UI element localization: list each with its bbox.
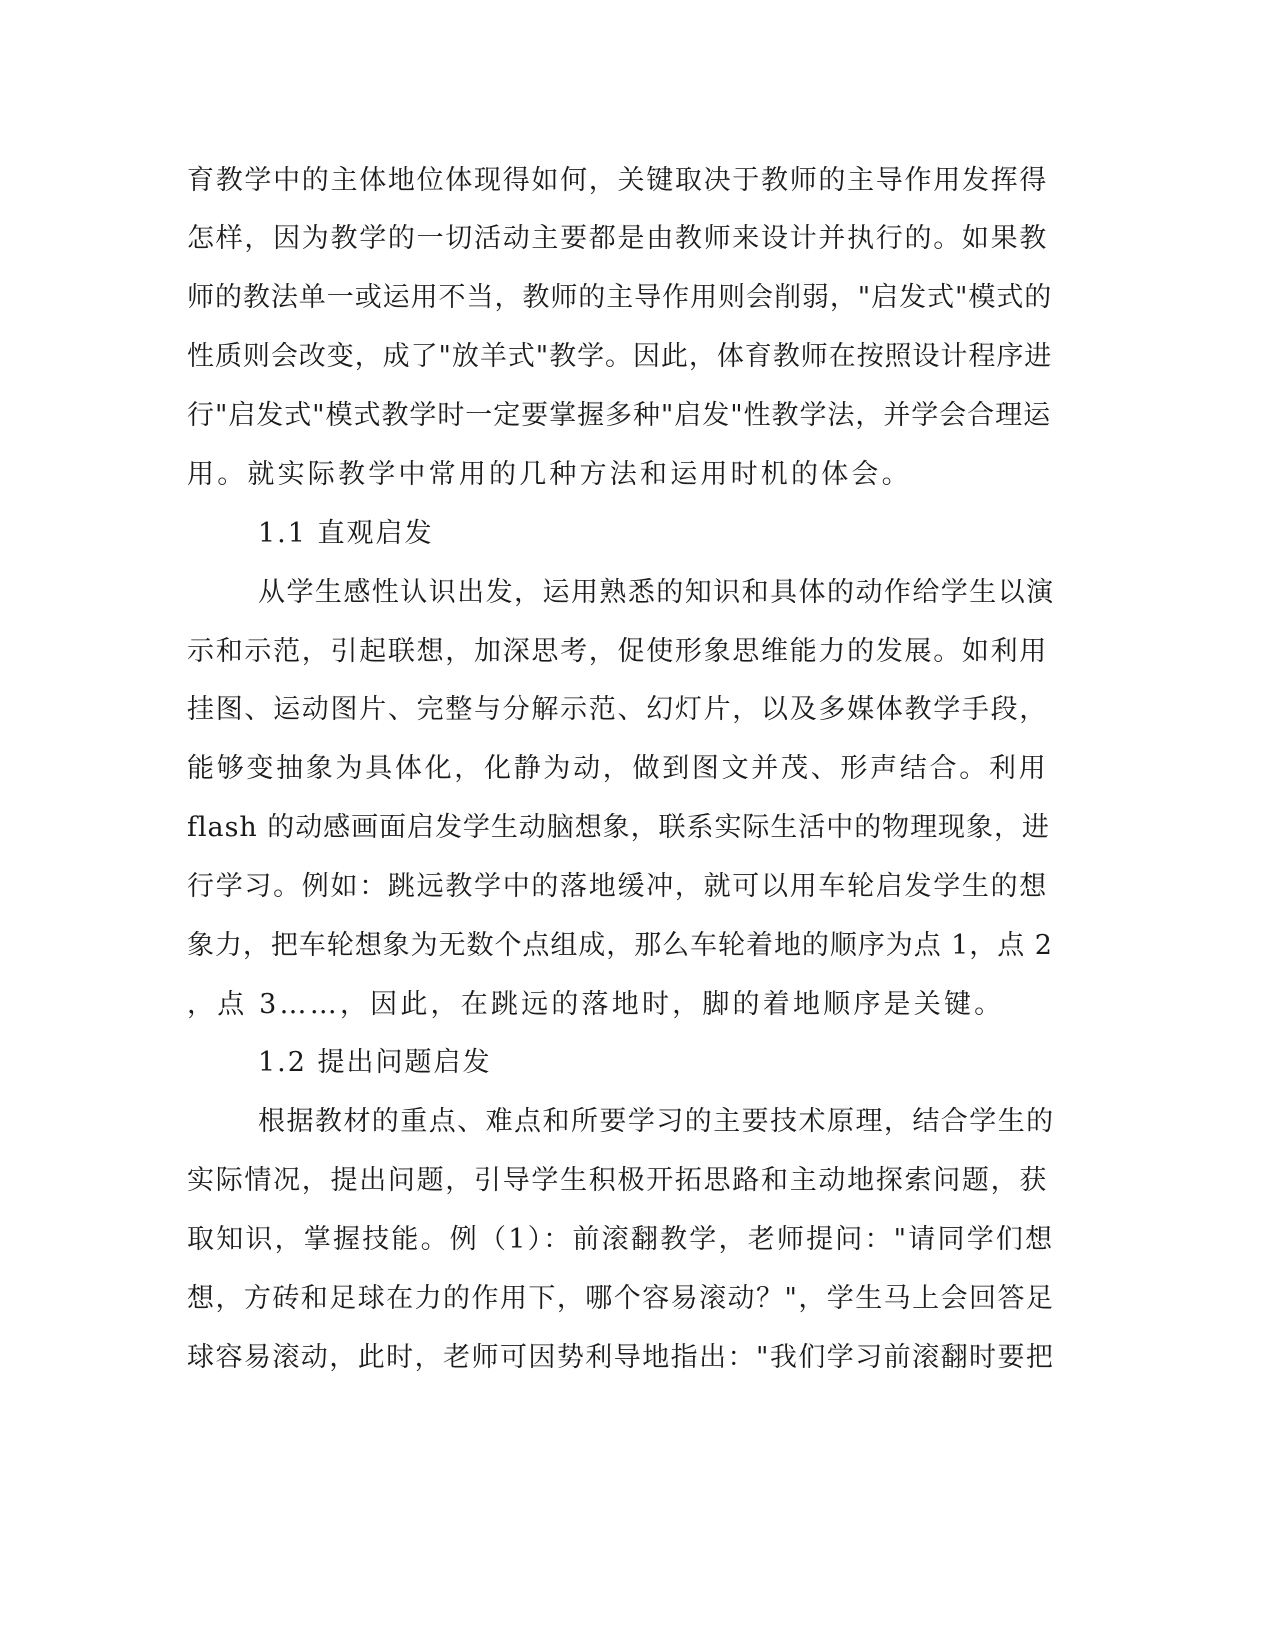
paragraph-3-line-2: 实际情况，提出问题，引导学生积极开拓思路和主动地探索问题，获 — [187, 1165, 1048, 1196]
paragraph-1-line-6: 用。就实际教学中常用的几种方法和运用时机的体会。 — [187, 459, 912, 490]
paragraph-2-line-2: 示和示范，引起联想，加深思考，促使形象思维能力的发展。如利用 — [187, 636, 1048, 667]
paragraph-3-line-4: 想，方砖和足球在力的作用下，哪个容易滚动？"，学生马上会回答足 — [187, 1283, 1055, 1314]
paragraph-2-line-6: 行学习。例如：跳远教学中的落地缓冲，就可以用车轮启发学生的想 — [187, 871, 1048, 902]
section-heading-1-2: 1.2 提出问题启发 — [258, 1047, 492, 1078]
paragraph-3-line-5: 球容易滚动，此时，老师可因势利导地指出："我们学习前滚翻时要把 — [187, 1342, 1055, 1373]
paragraph-3-line-3: 取知识，掌握技能。例（1）：前滚翻教学，老师提问："请同学们想 — [187, 1224, 1055, 1255]
paragraph-2-line-7: 象力，把车轮想象为无数个点组成，那么车轮着地的顺序为点 1，点 2 — [187, 930, 1053, 961]
paragraph-1-line-1: 育教学中的主体地位体现得如何，关键取决于教师的主导作用发挥得 — [187, 165, 1048, 196]
paragraph-1-line-5: 行"启发式"模式教学时一定要掌握多种"启发"性教学法，并学会合理运 — [187, 400, 1052, 431]
paragraph-1-line-3: 师的教法单一或运用不当，教师的主导作用则会削弱，"启发式"模式的 — [187, 282, 1053, 313]
paragraph-2-line-3: 挂图、运动图片、完整与分解示范、幻灯片，以及多媒体教学手段， — [187, 694, 1048, 725]
paragraph-2-line-8: ，点 3……，因此，在跳远的落地时，脚的着地顺序是关键。 — [187, 989, 1005, 1020]
paragraph-1-line-4: 性质则会改变，成了"放羊式"教学。因此，体育教师在按照设计程序进 — [187, 341, 1053, 372]
paragraph-2-line-5: flash 的动感画面启发学生动脑想象，联系实际生活中的物理现象，进 — [187, 812, 1050, 843]
paragraph-2-line-1: 从学生感性认识出发，运用熟悉的知识和具体的动作给学生以演 — [258, 577, 1055, 608]
paragraph-2-line-4: 能够变抽象为具体化，化静为动，做到图文并茂、形声结合。利用 — [187, 753, 1049, 784]
section-heading-1-1: 1.1 直观启发 — [258, 518, 434, 549]
paragraph-1-line-2: 怎样，因为教学的一切活动主要都是由教师来设计并执行的。如果教 — [187, 223, 1048, 254]
paragraph-3-line-1: 根据教材的重点、难点和所要学习的主要技术原理，结合学生的 — [258, 1106, 1055, 1137]
